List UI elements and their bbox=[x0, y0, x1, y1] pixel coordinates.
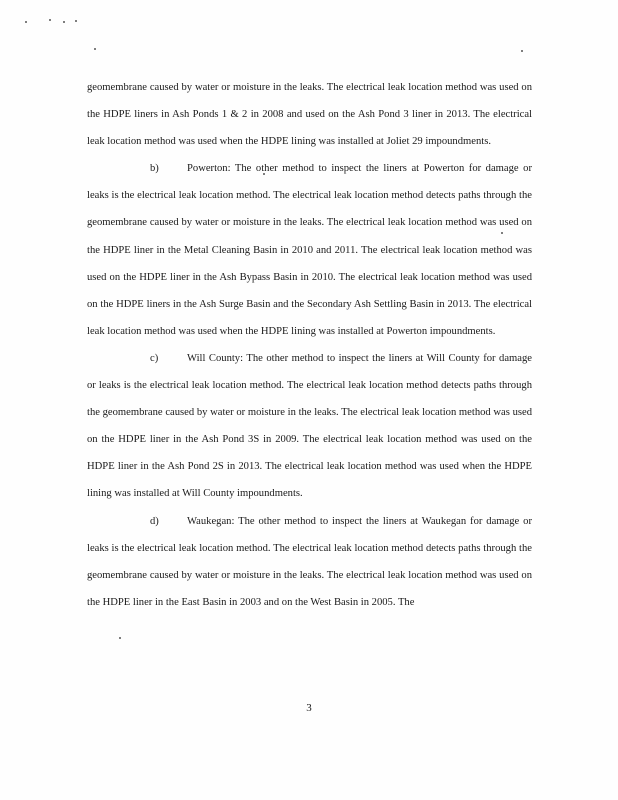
list-item-will-county bbox=[87, 345, 532, 508]
scan-speck bbox=[75, 20, 77, 22]
scan-speck bbox=[119, 637, 121, 639]
list-item-powerton bbox=[87, 155, 532, 345]
item-label: c) bbox=[150, 352, 159, 364]
item-text: Waukegan: The other method to inspect the liners at Waukegan for damage or leaks is the electrical leak location method. The electrical leak location method detects paths through the geomembrane caused by water or moisture in the leaks. The electrical leak location method was used on the HDPE liner in the East Basin in 2003 and on the West Basin in 2005. The bbox=[87, 515, 532, 608]
page-number: 3 bbox=[306, 702, 312, 714]
scan-speck bbox=[25, 21, 27, 23]
list-item-waukegan bbox=[87, 508, 532, 616]
item-text: Powerton: The other method to inspect the liners at Powerton for damage or leaks is the electrical leak location method. The electrical leak location method detects paths through the geomembrane caused by water or moisture in the leaks. The electrical leak location method was used on the HDPE liner in the Metal Cleaning Basin in 2010 and 2011. The electrical leak location method was used on the HDPE liner in the Ash Bypass Basin in 2010. The electrical leak location method was used on the HDPE liners in the Ash Surge Basin and the Secondary Ash Settling Basin in 2013. The electrical leak location method was used when the HDPE lining was installed at Powerton impoundments. bbox=[87, 163, 532, 337]
item-label: d) bbox=[150, 515, 159, 527]
document-body bbox=[87, 74, 532, 616]
intro-paragraph: geomembrane caused by water or moisture in the leaks. The electrical leak location method was used on the HDPE liners in Ash Ponds 1 & 2 in 2008 and used on the Ash Pond 3 liner in 2013. The electrical leak location method was used when the HDPE lining was installed at Joliet 29 impoundments. bbox=[87, 82, 532, 148]
scan-speck bbox=[49, 19, 51, 21]
scan-speck bbox=[63, 21, 65, 23]
scan-speck bbox=[521, 50, 523, 52]
item-text: Will County: The other method to inspect the liners at Will County for damage or leaks is the electrical leak location method. The electrical leak location method detects paths through the geomembrane caused by water or moisture in the leaks. The electrical leak location method was used on the HDPE liner in the Ash Pond 3S in 2009. The electrical leak location method was used on the HDPE liner in the Ash Pond 2S in 2013. The electrical leak location method was used when the HDPE lining was installed at Will County impoundments. bbox=[87, 352, 532, 500]
scan-speck bbox=[94, 48, 96, 50]
item-label: b) bbox=[150, 163, 159, 175]
